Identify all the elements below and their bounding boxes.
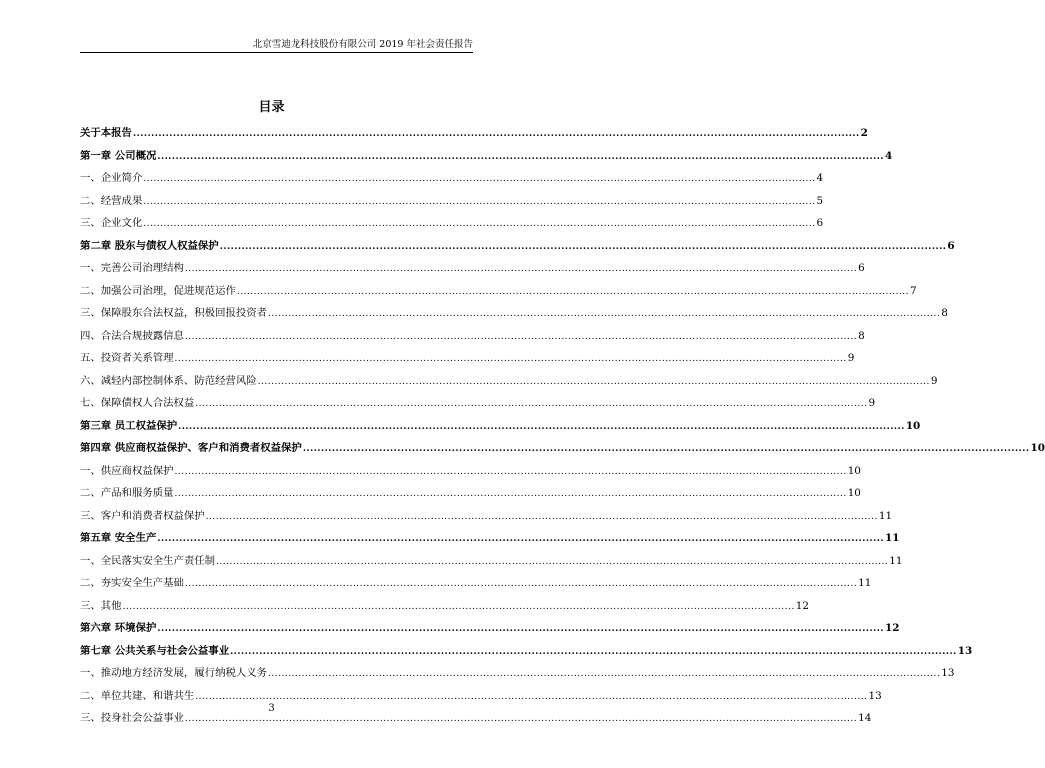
toc-entry-page: 6	[947, 239, 955, 252]
toc-entry[interactable]	[80, 147, 893, 170]
toc-entry-label: 第四章 供应商权益保护、客户和消费者权益保护	[80, 442, 302, 454]
toc-leader-dots: ........................................................................................................................................................................................................	[268, 669, 941, 679]
toc-entry-page: 11	[878, 509, 893, 522]
toc-entry[interactable]	[80, 619, 900, 642]
table-of-contents	[80, 124, 1045, 732]
toc-entry[interactable]	[80, 529, 900, 552]
toc-title: 目录	[258, 100, 285, 115]
toc-leader-dots: ........................................................................................................................................................................................................	[174, 489, 847, 499]
toc-entry-label: 一、完善公司治理结构	[80, 262, 184, 274]
toc-leader-dots: ........................................................................................................................................................................................................	[195, 691, 868, 702]
toc-leader-dots: ........................................................................................................................................................................................................	[184, 331, 858, 342]
toc-entry[interactable]	[80, 124, 868, 147]
header-rule	[80, 52, 473, 53]
toc-leader-dots: ........................................................................................................................................................................................................	[132, 129, 860, 139]
toc-entry[interactable]	[80, 664, 955, 687]
toc-entry-page: 10	[1030, 442, 1045, 454]
toc-entry[interactable]	[80, 574, 872, 597]
toc-entry-page: 13	[957, 644, 973, 657]
toc-entry[interactable]	[80, 484, 861, 507]
toc-entry-label: 第二章 股东与债权人权益保护	[80, 239, 219, 252]
toc-entry[interactable]	[80, 259, 865, 282]
toc-entry-page: 5	[816, 194, 824, 207]
toc-entry-page: 4	[885, 149, 893, 162]
toc-entry[interactable]	[80, 597, 809, 620]
toc-entry[interactable]	[80, 552, 903, 575]
toc-entry[interactable]	[80, 417, 921, 440]
toc-leader-dots: ........................................................................................................................................................................................................	[178, 421, 905, 432]
toc-entry-page: 6	[858, 262, 865, 274]
toc-entry-page: 9	[847, 352, 855, 364]
toc-entry-label: 一、推动地方经济发展，履行纳税人义务	[80, 667, 268, 679]
toc-entry-label: 五、投资者关系管理	[80, 352, 174, 364]
toc-leader-dots: ........................................................................................................................................................................................................	[219, 241, 947, 252]
toc-entry-label: 七、保障债权人合法权益	[80, 397, 195, 409]
toc-leader-dots: ........................................................................................................................................................................................................	[236, 286, 910, 297]
toc-entry-page: 11	[885, 532, 900, 544]
toc-leader-dots: ........................................................................................................................................................................................................	[157, 534, 885, 544]
toc-leader-dots: ........................................................................................................................................................................................................	[184, 579, 858, 589]
toc-entry[interactable]	[80, 214, 824, 237]
toc-entry-label: 三、投身社会公益事业	[80, 712, 184, 724]
toc-entry[interactable]	[80, 462, 861, 485]
toc-entry[interactable]	[80, 642, 973, 665]
toc-entry-page: 13	[941, 667, 955, 679]
toc-leader-dots: ........................................................................................................................................................................................................	[230, 646, 957, 657]
toc-entry[interactable]	[80, 507, 893, 530]
toc-entry-page: 14	[858, 712, 872, 724]
toc-leader-dots: ........................................................................................................................................................................................................	[184, 264, 858, 274]
toc-leader-dots: ........................................................................................................................................................................................................	[157, 624, 885, 634]
toc-leader-dots: ........................................................................................................................................................................................................	[122, 601, 795, 612]
toc-leader-dots: ........................................................................................................................................................................................................	[143, 174, 816, 184]
toc-leader-dots: ........................................................................................................................................................................................................	[174, 354, 847, 364]
toc-leader-dots: ........................................................................................................................................................................................................	[174, 466, 847, 477]
toc-entry-label: 三、客户和消费者权益保护	[80, 509, 205, 522]
toc-entry-label: 第一章 公司概况	[80, 149, 157, 162]
toc-entry[interactable]	[80, 372, 938, 395]
toc-entry-label: 第六章 环境保护	[80, 622, 157, 634]
toc-entry-page: 12	[885, 622, 900, 634]
toc-entry[interactable]	[80, 282, 917, 305]
toc-leader-dots: ........................................................................................................................................................................................................	[257, 376, 930, 387]
toc-entry[interactable]	[80, 192, 824, 215]
toc-entry-label: 一、供应商权益保护	[80, 464, 174, 477]
toc-entry-page: 8	[858, 329, 865, 342]
toc-entry-label: 四、合法合规披露信息	[80, 329, 184, 342]
toc-entry[interactable]	[80, 169, 824, 192]
toc-entry-label: 三、其他	[80, 599, 122, 612]
toc-entry-page: 11	[858, 577, 872, 589]
toc-entry-page: 10	[847, 487, 861, 499]
toc-entry[interactable]	[80, 439, 1045, 462]
page-number: 3	[268, 703, 275, 714]
toc-entry-page: 6	[816, 217, 824, 229]
toc-entry[interactable]	[80, 304, 948, 327]
toc-leader-dots: ........................................................................................................................................................................................................	[216, 556, 889, 567]
toc-entry-page: 12	[795, 599, 809, 612]
toc-entry[interactable]	[80, 394, 876, 417]
toc-entry-page: 8	[941, 307, 948, 319]
toc-entry-label: 二、产品和服务质量	[80, 487, 174, 499]
toc-entry-label: 三、企业文化	[80, 217, 143, 229]
toc-leader-dots: ........................................................................................................................................................................................................	[268, 309, 941, 319]
toc-leader-dots: ........................................................................................................................................................................................................	[205, 511, 878, 522]
toc-entry-label: 第五章 安全生产	[80, 532, 157, 544]
page-header: 北京雪迪龙科技股份有限公司 2019 年社会责任报告	[252, 39, 473, 50]
toc-leader-dots: ........................................................................................................................................................................................................	[195, 399, 868, 409]
toc-leader-dots: ........................................................................................................................................................................................................	[302, 444, 1030, 454]
toc-entry-page: 4	[816, 172, 824, 184]
toc-entry-label: 一、企业简介	[80, 172, 143, 184]
toc-entry[interactable]	[80, 237, 955, 260]
toc-entry[interactable]	[80, 327, 865, 350]
toc-leader-dots: ........................................................................................................................................................................................................	[143, 196, 816, 207]
toc-entry-label: 关于本报告	[80, 127, 132, 139]
toc-entry-label: 一、全民落实安全生产责任制	[80, 554, 216, 567]
toc-entry-page: 9	[868, 397, 876, 409]
toc-entry-label: 二、夯实安全生产基础	[80, 577, 184, 589]
toc-entry-page: 9	[930, 374, 938, 387]
toc-entry[interactable]	[80, 349, 855, 372]
toc-entry-label: 第三章 员工权益保护	[80, 419, 178, 432]
toc-leader-dots: ........................................................................................................................................................................................................	[157, 151, 885, 162]
toc-entry-page: 13	[868, 689, 882, 702]
toc-entry-label: 二、加强公司治理，促进规范运作	[80, 284, 236, 297]
toc-entry-label: 六、减轻内部控制体系、防范经营风险	[80, 374, 257, 387]
toc-entry-label: 二、单位共建、和谐共生	[80, 689, 195, 702]
toc-entry-page: 2	[860, 127, 868, 139]
toc-entry-label: 二、经营成果	[80, 194, 143, 207]
toc-leader-dots: ........................................................................................................................................................................................................	[184, 714, 858, 724]
toc-entry-label: 第七章 公共关系与社会公益事业	[80, 644, 230, 657]
toc-entry-page: 10	[847, 464, 861, 477]
toc-leader-dots: ........................................................................................................................................................................................................	[143, 219, 816, 229]
toc-entry-page: 7	[910, 284, 917, 297]
toc-entry-page: 11	[889, 554, 903, 567]
toc-entry-label: 三、保障股东合法权益，积极回报投资者	[80, 307, 268, 319]
toc-entry-page: 10	[905, 419, 921, 432]
